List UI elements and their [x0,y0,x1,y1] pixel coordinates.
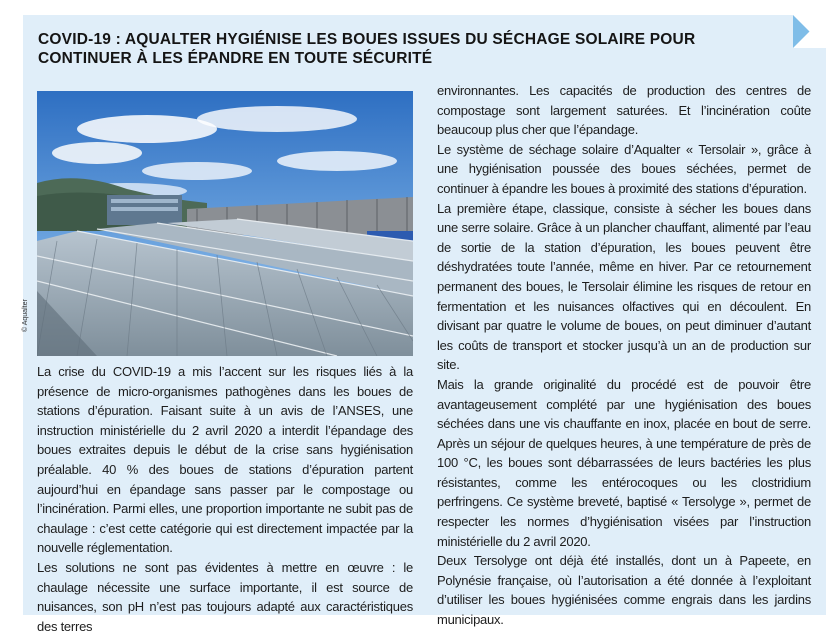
article-column-right [437,81,811,630]
corner-cut [793,15,826,48]
article-column-left [37,362,413,636]
paragraph: environnantes. Les capacités de production des centres de compostage sont largement saturées. Et l’incinération coûte beaucoup plus cher que l’épandage. [437,83,811,138]
paragraph: Deux Tersolyge ont déjà été installés, dont un à Papeete, en Polynésie française, où l’autorisation a été donnée à l’exploitant d’utiliser les boues hygiénisées comme engrais dans les jardins municipaux. [437,553,811,628]
paragraph: Le système de séchage solaire d’Aqualter « Tersolair », grâce à une hygiénisation poussée des boues séchées, permet de continuer à épandre les boues à proximité des stations d’épuration. [437,141,811,196]
paragraph: Les solutions ne sont pas évidentes à mettre en œuvre : le chaulage nécessite une surface importante, il est source de nuisances, son pH n’est pas toujours adapté aux caractéristiques des terres [37,559,413,634]
photo-credit: © Aqualter [22,299,29,332]
paragraph: Mais la grande originalité du procédé est de pouvoir être avantageusement complété par une hygiénisation des boues séchées dans une vis chauffante en inox, placée en bout de serre. Après un séjour de quelques heures, à une température de près de 100 °C, les boues sont débarrassées de leurs bactéries les plus résistantes, comme les entérocoques ou les clostridium perfringens. Ce système breveté, baptisé « Tersolyge », permet de respecter les normes d’hygiénisation visées par l’instruction ministérielle du 2 avril 2020. [437,376,811,549]
paragraph: La crise du COVID-19 a mis l’accent sur les risques liés à la présence de micro-organismes pathogènes dans les boues de stations d’épuration. Faisant suite à un avis de l’ANSES, une instruction ministérielle du 2 avril 2020 a interdit l’épandage des boues extraites depuis le début de la crise sans hygiénisation préalable. 40 % des boues de stations d’épuration partent aujourd’hui en épandage sans passer par le compostage ou l’incinération. Parmi elles, une proportion importante ne subit pas de chaulage : c’est cette catégorie qui est directement impactée par la nouvelle réglementation. [37,364,413,556]
paragraph: La première étape, classique, consiste à sécher les boues dans une serre solaire. Grâce à un plancher chauffant, alimenté par l’eau de sortie de la station d’épuration, les boues peuvent être déshydratées toute l’année, même en hiver. Par ce retournement permanent des boues, le Tersolair élimine les risques de retour en fermentation et les nuisances olfactives qui en découlent. En divisant par quatre le volume de boues, on peut diminuer d’autant les coûts de transport et stocker jusqu’à un an de production sur site. [437,200,811,373]
greenhouse-photo [37,91,413,356]
article-title: COVID-19 : AQUALTER HYGIÉNISE LES BOUES ISSUES DU SÉCHAGE SOLAIRE POUR CONTINUER À LES ÉPANDRE EN TOUTE SÉCURITÉ [38,31,696,67]
